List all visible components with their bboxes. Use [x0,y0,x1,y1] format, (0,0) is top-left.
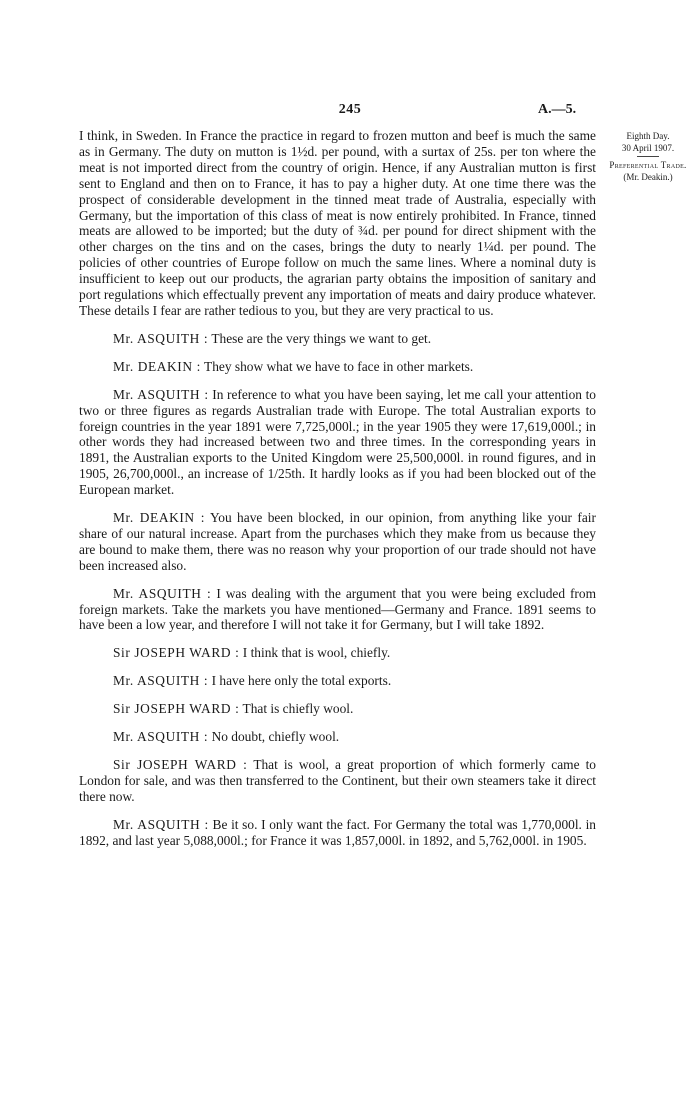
speaker-name: Mr. ASQUITH : [113,386,209,402]
paragraph [79,359,596,375]
speaker-name: Mr. ASQUITH : [113,330,209,346]
margin-note-date: 30 April 1907. [621,143,675,153]
margin-note [603,130,693,183]
paragraph-text: They show what we have to face in other markets. [204,358,474,374]
speaker-name: Mr. ASQUITH : [113,673,209,689]
paragraph-text: That is wool, a great proportion of which formerly came to London for sale, and was then transferred to the Continent, but their own steamers take it direct there now. [79,757,596,804]
paragraph [79,673,596,689]
transcript-body [79,128,596,849]
speaker-name: Sir JOSEPH WARD : [113,701,240,717]
paragraph-text: I think, in Sweden. In France the practice in regard to frozen mutton and beef is much the same as in Germany. The duty on mutton is 1½d. per pound, with a surtax of 25s. per ton where the meat is not imported direct from the country of origin. Hence, if any Australian mutton is first sent to England and then on to France, it has to pay a higher duty. At one time there was the prospect of considerable development in the tinned meat trade of Australia, especially with Germany, but the importation of this class of meat is now entirely prohibited. In France, tinned meats are allowed to be imported; but the duty of ¾d. per pound for direct shipment with the other charges on the tins and on the cases, brings the duty to nearly 1¼d. per pound. The policies of other countries of Europe follow on much the same lines. Where a nominal duty is insufficient to keep out our products, the agrarian party obtains the imposition of sanitary and port regulations which effectually prevent any importation of meats and dairy produce whatever. These details I fear are rather tedious to you, but they are very practical to us. [79,128,596,318]
margin-note-divider [637,156,659,157]
paragraph-text: No doubt, chiefly wool. [211,729,340,745]
paragraph-text: You have been blocked, in our opinion, from anything like your fair share of our natural increase. Apart from the purchases which they make from us because they are bound to make them, there was no reason why your proportion of our trade should not have been increased also. [79,510,596,573]
speaker-name: Sir JOSEPH WARD : [113,645,240,661]
paragraph [79,729,596,745]
paragraph [79,817,596,849]
paragraph-text: I think that is wool, chiefly. [242,645,391,661]
page-number: 245 [338,102,362,117]
margin-note-topic: Preferential Trade. [609,160,687,170]
paragraph-text: That is chiefly wool. [242,701,354,717]
paragraph [79,645,596,661]
paragraph [79,331,596,347]
paragraph [79,387,596,498]
paragraph-text: In reference to what you have been saying, let me call your attention to two or three figures as regards Australian trade with Europe. The total Australian exports to foreign countries in the year 1891 were 7,725,000l.; in the year 1905 they were 17,619,000l.; in other words they had increased between two and three times. In the corresponding years in 1891, the Australian exports to the United Kingdom were 25,500,000l. in round figures, and in 1905, 26,700,000l., an increase of 1/25th. It hardly looks as if you had been blocked out of the European market. [79,386,596,498]
margin-note-day: Eighth Day. [626,131,670,141]
paragraph [79,757,596,805]
document-reference: A.—5. [538,102,577,117]
paragraph [79,586,596,634]
paragraph-text: I have here only the total exports. [211,673,392,689]
paragraph [79,701,596,717]
paragraph [79,128,596,319]
speaker-name: Mr. DEAKIN : [113,358,201,374]
margin-note-speaker: (Mr. Deakin.) [623,172,673,182]
paragraph [79,510,596,574]
speaker-name: Mr. ASQUITH : [113,816,209,832]
speaker-name: Mr. DEAKIN : [113,510,206,526]
speaker-name: Mr. ASQUITH : [113,729,209,745]
speaker-name: Sir JOSEPH WARD : [113,757,248,772]
paragraph-text: I was dealing with the argument that you were being excluded from foreign markets. Take the markets you have mentioned—Germany and France. 1891 seems to have been a low year, and therefore I will not take it for Germany, but I will take 1892. [79,585,597,633]
paragraph-text: These are the very things we want to get. [211,330,432,346]
speaker-name: Mr. ASQUITH : [113,585,212,601]
paragraph-text: Be it so. I only want the fact. For Germany the total was 1,770,000l. in 1892, and last year 5,088,000l.; for France it was 1,857,000l. in 1892, and 5,762,000l. in 1905. [79,816,596,848]
